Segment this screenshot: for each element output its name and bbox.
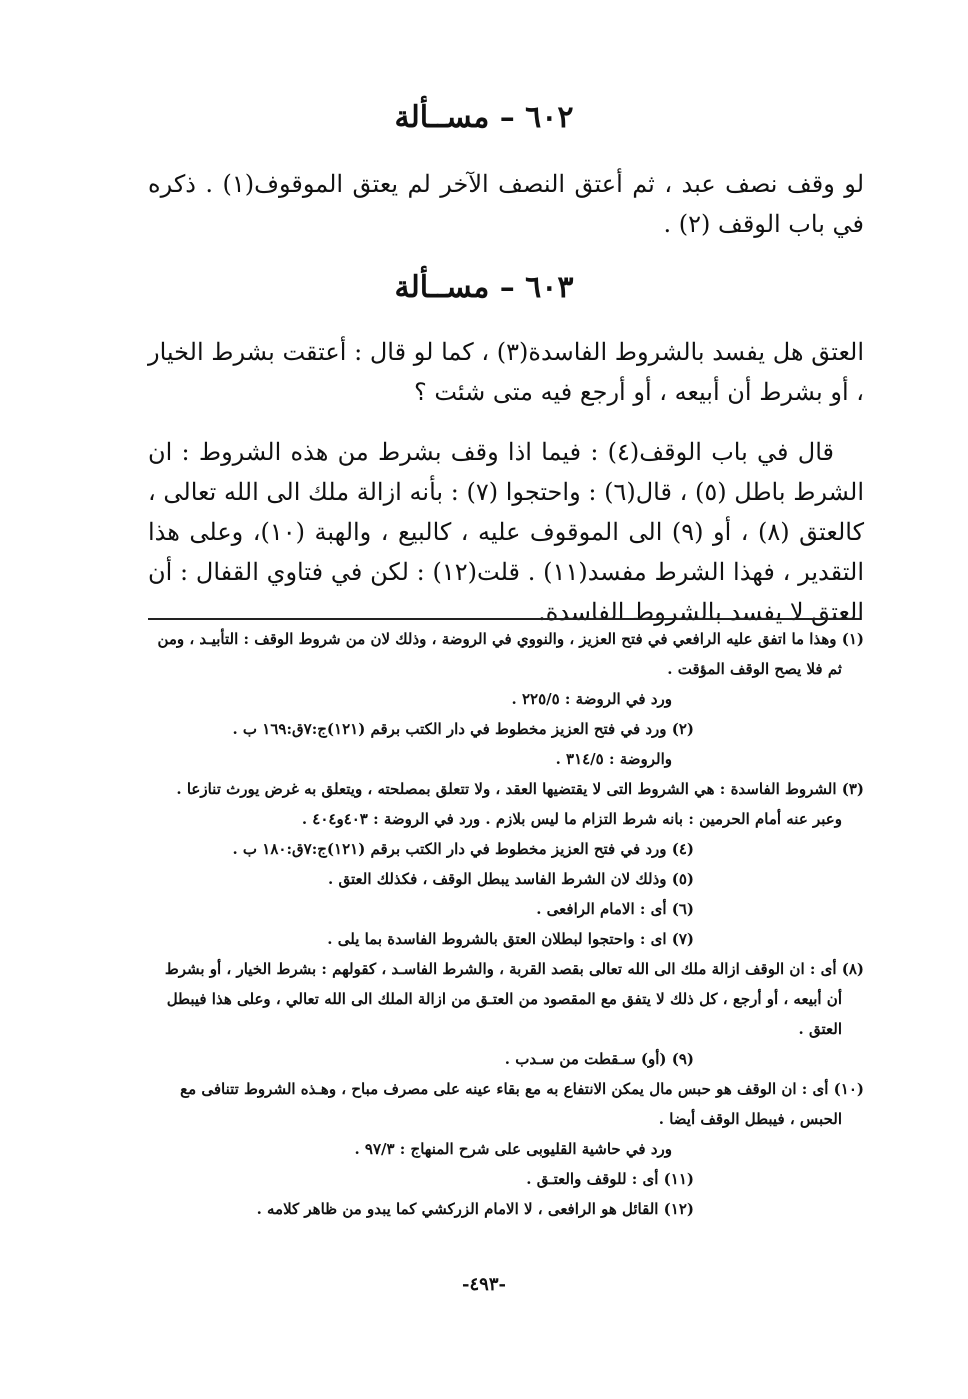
paragraph-masala-603-answer [148, 432, 864, 632]
footnote-12: (١٢) القائل هو الرافعى ، لا الامام الزركشي كما يبدو من ظاهر كلامه . [256, 1200, 694, 1218]
footnote-4: (٤) ورد في فتح العزيز مخطوط في دار الكتب برقم (١٢١)ج:٧ق:١٨٠ ب . [232, 840, 694, 858]
footnote-divider [148, 618, 860, 620]
footnote-2-continuation: والروضة : ٣١٤/٥ . [555, 750, 672, 768]
footnote-6: (٦) أى : الامام الرافعى . [536, 900, 694, 918]
footnote-8: (٨) أى : ان الوقف ازالة ملك الى الله تعالى بقصد القربة ، والشرط الفاسـد ، كقولهم : بشرط الخيار ، أو بشرط أن أبيعه ، أو أرجع ، كل ذلك لا يتفق مع المقصود من العتـق من ازالة الملك الى الله تعالي ، وعلى هذا فيبطل العتق . [164, 960, 864, 1038]
footnote-1: (١) وهذا ما اتفق عليه الرافعي في فتح العزيز ، والنووي في الروضة ، وذلك لان من شروط الوقف : التأبيـد ، ومن ثم فلا يصح الوقف المؤقت . [157, 630, 864, 678]
paragraph-masala-603-question [148, 332, 864, 412]
heading-masala-602: ٦٠٢ – مســألة [394, 100, 574, 135]
paragraph-masala-602 [148, 164, 864, 244]
heading-masala-603: ٦٠٣ – مســألة [394, 270, 574, 305]
footnote-3-continuation: وعبر عنه أمام الحرمين : بانه شرط التزام ما ليس بلازم . ورد في الروضة : ٤٠٣و٤٠٤ . [301, 810, 842, 828]
footnote-1-continuation: ورد في الروضة : ٢٢٥/٥ . [511, 690, 672, 708]
page-number: -٤٩٣- [462, 1274, 506, 1295]
footnote-9: (٩) (أو) سـقطت من سـدب . [504, 1050, 694, 1068]
footnote-10: (١٠) أى : ان الوقف هو حبس مال يمكن الانتفاع به مع بقاء عينه على مصرف مباح ، وهـذه الشروط تتنافى مع الحبس ، فيبطل الوقف أيضا . [180, 1080, 864, 1128]
footnote-7: (٧) اى : واحتجوا لبطلان العتق بالشروط الفاسدة بما يلى . [327, 930, 694, 948]
footnotes [148, 624, 864, 1224]
footnote-2: (٢) ورد في فتح العزيز مخطوط في دار الكتب برقم (١٢١)ج:٧ق:١٦٩ ب . [232, 720, 694, 738]
footnote-11: (١١) أى : للوقف والعتـق . [526, 1170, 694, 1188]
paragraph-text: العتق هل يفسد بالشروط الفاسدة(٣) ، كما لو قال : أعتقت بشرط الخيار ، أو بشرط أن أبيعه ، أو أرجع فيه متى شئت ؟ [148, 338, 865, 406]
paragraph-text: قال في باب الوقف(٤) : فيما اذا وقف بشرط من هذه الشروط : ان الشرط باطل (٥) ، قال(٦) : واحتجوا (٧) : بأنه ازالة ملك الى الله تعالى ، كالعتق (٨) ، أو (٩) الى الموقوف عليه ، كالبيع ، والهبة (١٠)، وعلى هذا التقدير ، فهذا الشرط مفسد(١١) . قلت(١٢) : لكن في فتاوي القفال : أن العتق لا يفسد بالشروط الفاسدة. [148, 438, 865, 626]
paragraph-text: لو وقف نصف عبد ، ثم أعتق النصف الآخر لم يعتق الموقوف(١) . ذكره في باب الوقف (٢) . [148, 170, 864, 238]
footnote-3: (٣) الشروط الفاسدة : هي الشروط التى لا يقتضيها العقد ، ولا تتعلق بمصلحته ، ويتعلق به غرض يورث تنازعا . [176, 780, 864, 798]
footnote-10-continuation: ورد في حاشية القليوبى على شرح المنهاج : ٩٧/٣ . [354, 1140, 672, 1158]
footnote-5: (٥) وذلك لان الشرط الفاسد يبطل الوقف ، فكذلك العتق . [328, 870, 694, 888]
